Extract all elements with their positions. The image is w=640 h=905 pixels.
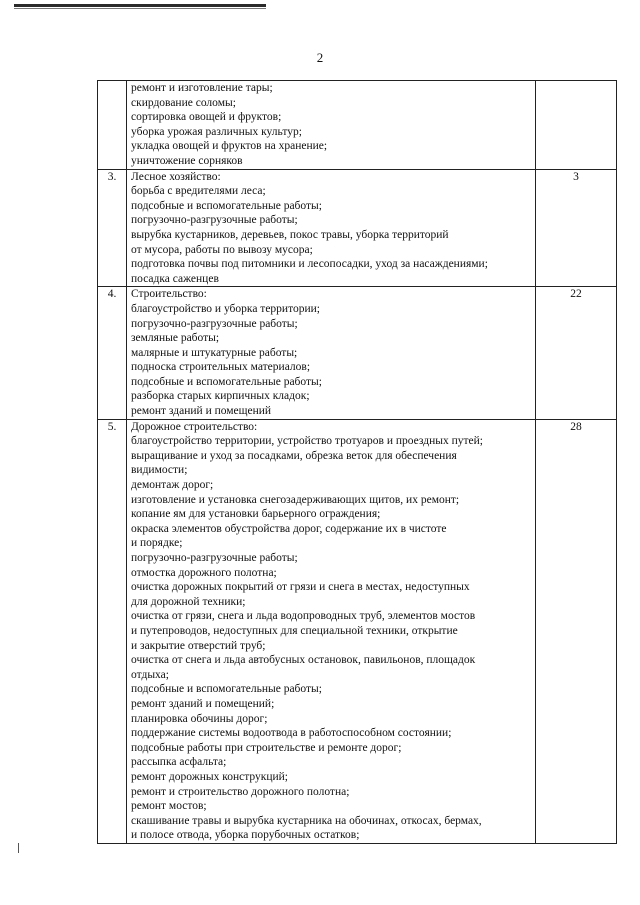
work-description-line: вырубка кустарников, деревьев, покос травы, уборка территорий — [131, 228, 449, 241]
work-description-line: уничтожение сорняков — [131, 154, 243, 167]
table-row — [98, 287, 617, 419]
work-description-line: ремонт мостов; — [131, 800, 207, 813]
table-row — [98, 169, 617, 287]
margin-mark — [18, 843, 19, 853]
works-table-body — [98, 81, 617, 844]
work-description-line: сортировка овощей и фруктов; — [131, 111, 282, 124]
work-description-line: борьба с вредителями леса; — [131, 185, 266, 198]
work-description-line: Лесное хозяйство: — [131, 170, 221, 183]
work-description-line: разборка старых кирпичных кладок; — [131, 390, 310, 403]
quantity-cell: 3 — [536, 169, 617, 287]
work-description-line: и закрытие отверстий труб; — [131, 639, 266, 652]
work-description-line: планировка обочины дорог; — [131, 712, 268, 725]
work-description-line: подноска строительных материалов; — [131, 361, 311, 374]
work-description-line: подсобные и вспомогательные работы; — [131, 199, 322, 212]
work-description-line: ремонт дорожных конструкций; — [131, 770, 288, 783]
work-description-line: от мусора, работы по вывозу мусора; — [131, 243, 313, 256]
work-description-line: подготовка почвы под питомники и лесопосадки, уход за насаждениями; — [131, 258, 488, 271]
quantity-cell: 28 — [536, 419, 617, 843]
work-description-line: для дорожной техники; — [131, 595, 246, 608]
work-description-line: очистка от грязи, снега и льда водопроводных труб, элементов мостов — [131, 610, 476, 623]
work-description-line: окраска элементов обустройства дорог, содержание их в чистоте — [131, 522, 447, 535]
row-number-cell: 5. — [98, 419, 127, 843]
work-description-line: земляные работы; — [131, 332, 220, 345]
work-description-line: Дорожное строительство: — [131, 420, 258, 433]
work-description-cell — [127, 81, 536, 170]
work-description-line: укладка овощей и фруктов на хранение; — [131, 140, 328, 153]
work-description-line: и путепроводов, недоступных для специальной техники, открытие — [131, 624, 458, 637]
header-rule-thin — [14, 8, 266, 9]
work-description-line: скашивание травы и вырубка кустарника на обочинах, откосах, бермах, — [131, 814, 482, 827]
work-description-line: очистка дорожных покрытий от грязи и снега в местах, недоступных — [131, 581, 470, 594]
work-description-line: погрузочно-разгрузочные работы; — [131, 552, 298, 564]
work-description-line: рассыпка асфальта; — [131, 756, 227, 769]
quantity-cell — [536, 81, 617, 170]
work-description-line: благоустройство и уборка территории; — [131, 302, 320, 315]
row-number-cell: 3. — [98, 169, 127, 287]
work-description-line: выращивание и уход за посадками, обрезка веток для обеспечения — [131, 449, 457, 462]
work-description-line: поддержание системы водоотвода в работоспособном состоянии; — [131, 727, 452, 740]
work-description-cell — [127, 419, 536, 843]
work-description-cell — [127, 287, 536, 419]
work-description-line: и полосе отвода, уборка порубочных остатков; — [131, 829, 360, 842]
work-description-line: демонтаж дорог; — [131, 479, 214, 492]
work-description-line: и порядке; — [131, 537, 183, 550]
works-table — [97, 80, 617, 844]
work-description-line: подсобные работы при строительстве и ремонте дорог; — [131, 741, 402, 754]
row-number-cell: 4. — [98, 287, 127, 419]
row-number-cell — [98, 81, 127, 170]
work-description-line: видимости; — [131, 464, 188, 477]
table-row — [98, 81, 617, 170]
work-description-line: скирдование соломы; — [131, 96, 236, 109]
work-description-line: подсобные и вспомогательные работы; — [131, 683, 322, 696]
work-description-line: изготовление и установка снегозадерживающих щитов, их ремонт; — [131, 493, 460, 506]
table-row — [98, 419, 617, 843]
work-description-line: Строительство: — [131, 288, 207, 301]
work-description-line: уборка урожая различных культур; — [131, 125, 302, 138]
work-description-line: копание ям для установки барьерного ограждения; — [131, 508, 381, 521]
work-description-line: посадка саженцев — [131, 272, 219, 285]
quantity-cell: 22 — [536, 287, 617, 419]
header-rule — [14, 4, 266, 7]
work-description-line: ремонт зданий и помещений — [131, 405, 272, 418]
work-description-line: подсобные и вспомогательные работы; — [131, 375, 322, 388]
page-number: 2 — [316, 50, 324, 65]
work-description-line: отмостка дорожного полотна; — [131, 566, 277, 579]
work-description-line: погрузочно-разгрузочные работы; — [131, 214, 298, 227]
work-description-line: очистка от снега и льда автобусных остановок, павильонов, площадок — [131, 654, 476, 667]
work-description-line: ремонт и изготовление тары; — [131, 82, 273, 94]
work-description-line: малярные и штукатурные работы; — [131, 346, 298, 359]
work-description-line: отдыха; — [131, 668, 169, 681]
work-description-cell — [127, 169, 536, 287]
work-description-line: погрузочно-разгрузочные работы; — [131, 317, 298, 330]
work-description-line: ремонт и строительство дорожного полотна; — [131, 785, 350, 798]
work-description-line: ремонт зданий и помещений; — [131, 697, 275, 710]
work-description-line: благоустройство территории, устройство тротуаров и проездных путей; — [131, 435, 483, 448]
